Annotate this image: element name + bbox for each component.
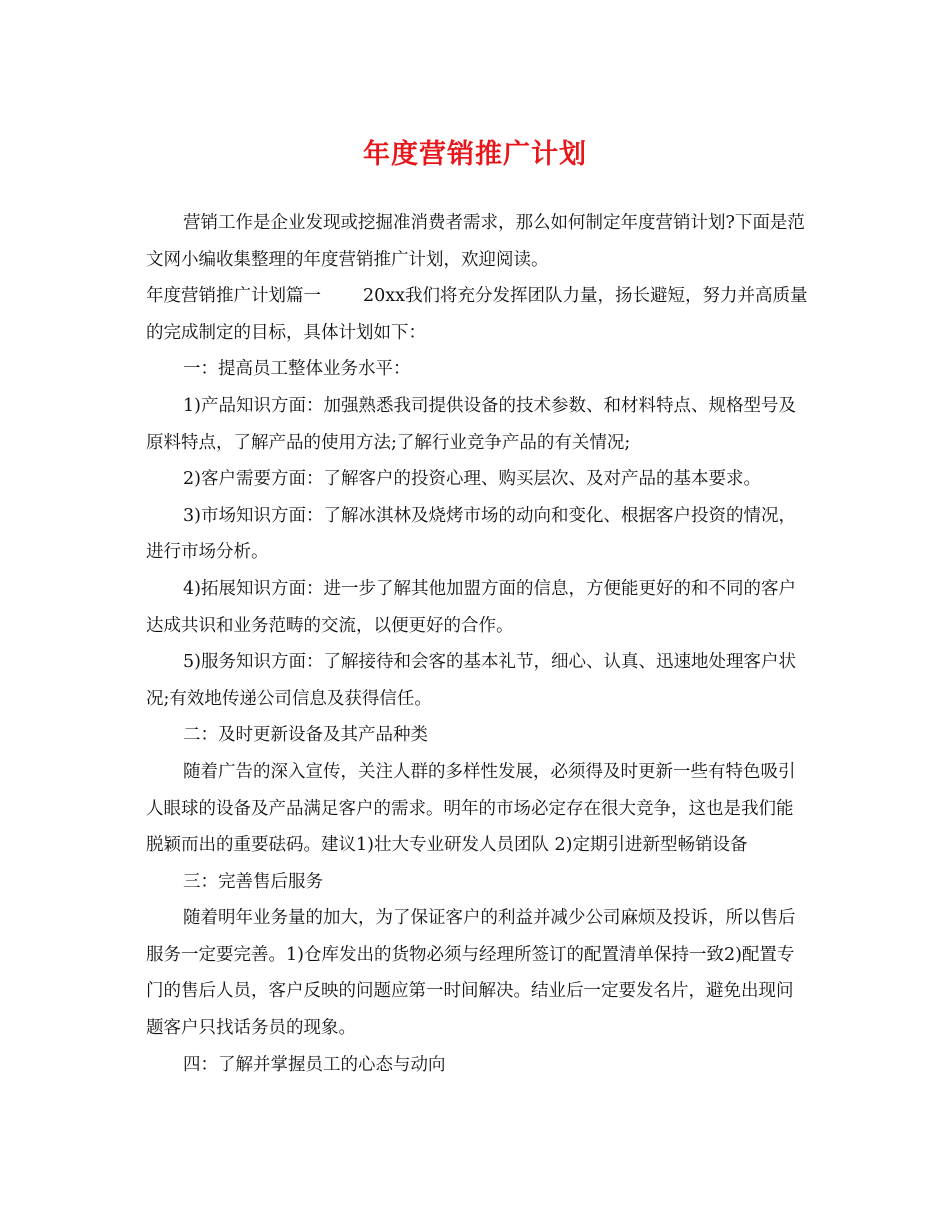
heading-three: 三：完善售后服务	[183, 871, 323, 892]
after-sales-paragraph: 随着明年业务量的加大，为了保证客户的利益并减少公司麻烦及投诉，所以售后服务一定要完善。1)仓库发出的货物必须与经理所签订的配置清单保持一致2)配置专门的售后人员，客户反映的问题应第一时间解决。结业后一定要发名片，避免出现问题客户只找话务员的现象。	[146, 908, 796, 1039]
equipment-paragraph: 随着广告的深入宣传，关注人群的多样性发展，必须得及时更新一些有特色吸引人眼球的设备及产品满足客户的需求。明年的市场必定存在很大竞争，这也是我们能脱颖而出的重要砝码。建议1)壮大专业研发人员团队 2)定期引进新型畅销设备	[146, 761, 796, 856]
item-customer-needs: 2)客户需要方面：了解客户的投资心理、购买层次、及对产品的基本要求。	[183, 469, 761, 490]
heading-one: 一：提高员工整体业务水平：	[183, 359, 411, 380]
section-paragraph	[146, 278, 810, 351]
section-label: 年度营销推广计划篇一	[146, 286, 321, 307]
intro-paragraph: 营销工作是企业发现或挖掘准消费者需求，那么如何制定年度营销计划?下面是范文网小编收集整理的年度营销推广计划，欢迎阅读。	[146, 213, 805, 270]
section-text: 20xx我们将充分发挥团队力量，扬长避短，努力并高质量的完成制定的目标，具体计划如下：	[146, 286, 808, 343]
heading-four: 四：了解并掌握员工的心态与动向	[183, 1054, 446, 1075]
item-expansion-knowledge: 4)拓展知识方面：进一步了解其他加盟方面的信息，方便能更好的和不同的客户达成共识和业务范畴的交流，以便更好的合作。	[146, 578, 796, 636]
document-body	[146, 205, 810, 1083]
item-market-knowledge: 3)市场知识方面：了解冰淇林及烧烤市场的动向和变化、根据客户投资的情况，进行市场分析。	[146, 505, 796, 563]
item-product-knowledge: 1)产品知识方面：加强熟悉我司提供设备的技术参数、和材料特点、规格型号及原料特点，了解产品的使用方法;了解行业竞争产品的有关情况;	[146, 395, 796, 453]
item-service-knowledge: 5)服务知识方面：了解接待和会客的基本礼节，细心、认真、迅速地处理客户状况;有效地传递公司信息及获得信任。	[146, 652, 796, 709]
heading-two: 二：及时更新设备及其产品种类	[183, 725, 428, 746]
document-title: 年度营销推广计划	[363, 139, 587, 170]
